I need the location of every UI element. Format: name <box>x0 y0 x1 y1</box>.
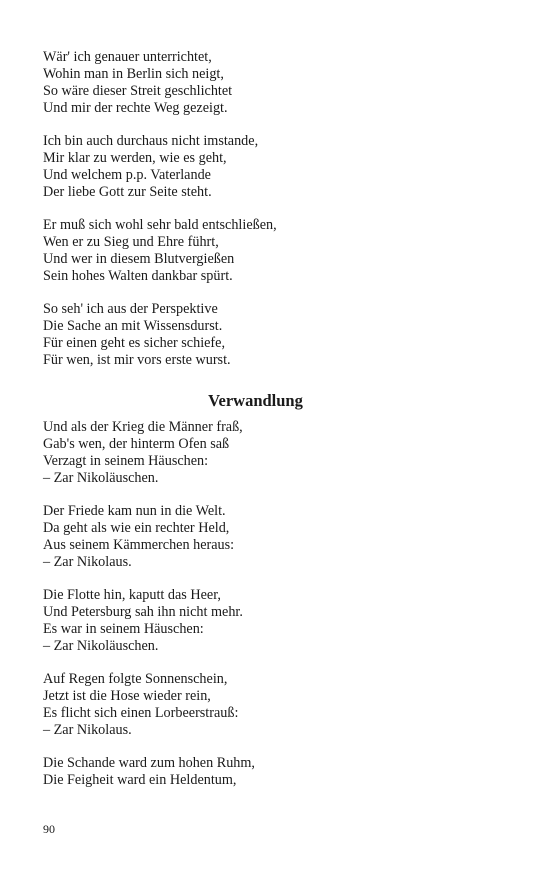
verse-line: Es flicht sich einen Lorbeerstrauß: <box>43 705 239 721</box>
stanza <box>43 671 463 739</box>
stanza <box>43 49 463 117</box>
verse-line: Jetzt ist die Hose wieder rein, <box>43 688 211 704</box>
stanza <box>43 587 463 655</box>
verse-line: Wen er zu Sieg und Ehre führt, <box>43 234 219 250</box>
verse-line: Er muß sich wohl sehr bald entschließen, <box>43 217 277 233</box>
poem-continuation <box>43 49 463 369</box>
text-column <box>43 49 463 805</box>
verse-line: So wäre dieser Streit geschlichtet <box>43 83 233 99</box>
verse-line: Es war in seinem Häuschen: <box>43 621 204 637</box>
verse-line: Aus seinem Kämmerchen heraus: <box>43 537 235 553</box>
verse-line: Für einen geht es sicher schiefe, <box>43 335 226 351</box>
verse-line: – Zar Nikoläuschen. <box>43 638 159 654</box>
verse-line: Wohin man in Berlin sich neigt, <box>43 66 224 82</box>
poem-verwandlung <box>43 419 463 789</box>
verse-line: Die Schande ward zum hohen Ruhm, <box>43 755 255 771</box>
verse-line: So seh' ich aus der Perspektive <box>43 301 218 317</box>
verse-line: Und mir der rechte Weg gezeigt. <box>43 100 228 116</box>
verse-line: Und wer in diesem Blutvergießen <box>43 251 235 267</box>
stanza <box>43 755 463 789</box>
verse-line: Mir klar zu werden, wie es geht, <box>43 150 227 166</box>
stanza <box>43 301 463 369</box>
verse-line: Die Feigheit ward ein Heldentum, <box>43 772 237 788</box>
verse-line: – Zar Nikoläuschen. <box>43 470 159 486</box>
verse-line: Gab's wen, der hinterm Ofen saß <box>43 436 230 452</box>
verse-line: – Zar Nikolaus. <box>43 554 132 570</box>
verse-line: Und als der Krieg die Männer fraß, <box>43 419 243 435</box>
verse-line: Der Friede kam nun in die Welt. <box>43 503 226 519</box>
verse-line: Die Flotte hin, kaputt das Heer, <box>43 587 221 603</box>
verse-line: Der liebe Gott zur Seite steht. <box>43 184 212 200</box>
stanza <box>43 503 463 571</box>
verse-line: Auf Regen folgte Sonnenschein, <box>43 671 228 687</box>
verse-line: – Zar Nikolaus. <box>43 722 132 738</box>
verse-line: Und Petersburg sah ihn nicht mehr. <box>43 604 243 620</box>
poem-title: Verwandlung <box>208 391 303 410</box>
page-number: 90 <box>43 822 55 836</box>
stanza <box>43 217 463 285</box>
stanza <box>43 419 463 487</box>
verse-line: Ich bin auch durchaus nicht imstande, <box>43 133 259 149</box>
verse-line: Für wen, ist mir vors erste wurst. <box>43 352 231 368</box>
verse-line: Sein hohes Walten dankbar spürt. <box>43 268 233 284</box>
stanza <box>43 133 463 201</box>
verse-line: Da geht als wie ein rechter Held, <box>43 520 230 536</box>
verse-line: Wär' ich genauer unterrichtet, <box>43 49 212 65</box>
verse-line: Verzagt in seinem Häuschen: <box>43 453 209 469</box>
verse-line: Und welchem p.p. Vaterlande <box>43 167 211 183</box>
verse-line: Die Sache an mit Wissensdurst. <box>43 318 223 334</box>
